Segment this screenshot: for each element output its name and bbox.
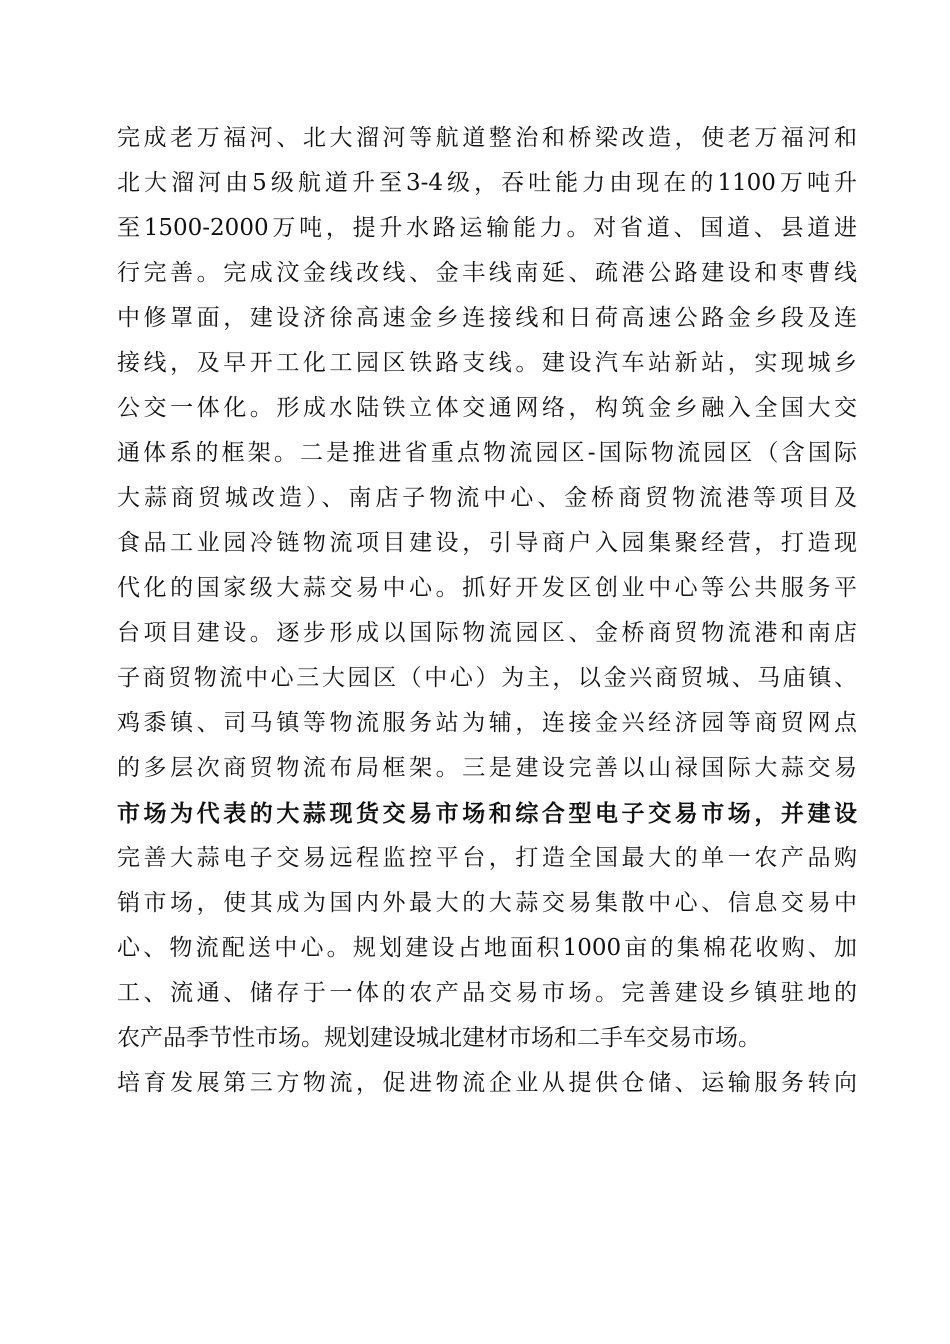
- text-line-16: 市场为代表的大蒜现货交易市场和综合型电子交易市场，并建设: [117, 800, 857, 827]
- text-line-8: 通体系的框架。二是推进省重点物流园区-国际物流园区（含国际: [117, 440, 857, 466]
- text-line-22: 培育发展第三方物流，促进物流企业从提供仓储、运输服务转向: [117, 1070, 857, 1096]
- text-line-3: 至1500-2000万吨，提升水路运输能力。对省道、国道、县道进: [117, 215, 857, 241]
- text-line-17: 完善大蒜电子交易远程监控平台，打造全国最大的单一农产品购: [117, 845, 857, 871]
- text-line-13: 子商贸物流中心三大园区（中心）为主，以金兴商贸城、马庙镇、: [117, 665, 857, 691]
- text-line-14: 鸡黍镇、司马镇等物流服务站为辅，连接金兴经济园等商贸网点: [117, 710, 857, 736]
- text-line-19: 心、物流配送中心。规划建设占地面积1000亩的集棉花收购、加: [117, 935, 857, 961]
- text-line-6: 接线，及早开工化工园区铁路支线。建设汽车站新站，实现城乡: [117, 350, 857, 376]
- text-line-18: 销市场，使其成为国内外最大的大蒜交易集散中心、信息交易中: [117, 890, 857, 916]
- text-line-9: 大蒜商贸城改造）、南店子物流中心、金桥商贸物流港等项目及: [117, 485, 857, 511]
- text-line-1: 完成老万福河、北大溜河等航道整治和桥梁改造，使老万福河和: [117, 125, 857, 151]
- text-line-15: 的多层次商贸物流布局框架。三是建设完善以山禄国际大蒜交易: [117, 755, 857, 781]
- text-line-11: 代化的国家级大蒜交易中心。抓好开发区创业中心等公共服务平: [117, 575, 857, 601]
- body-text: [117, 116, 857, 1106]
- text-line-7: 公交一体化。形成水陆铁立体交通网络，构筑金乡融入全国大交: [117, 395, 857, 421]
- text-line-12: 台项目建设。逐步形成以国际物流园区、金桥商贸物流港和南店: [117, 620, 857, 646]
- text-line-10: 食品工业园冷链物流项目建设，引导商户入园集聚经营，打造现: [117, 530, 857, 556]
- text-line-2: 北大溜河由5级航道升至3-4级，吞吐能力由现在的1100万吨升: [117, 170, 857, 196]
- text-line-21: 农产品季节性市场。规划建设城北建材市场和二手车交易市场。: [117, 1025, 761, 1051]
- text-line-4: 行完善。完成汶金线改线、金丰线南延、疏港公路建设和枣曹线: [117, 260, 857, 286]
- text-line-20: 工、流通、储存于一体的农产品交易市场。完善建设乡镇驻地的: [117, 980, 857, 1006]
- text-line-5: 中修罩面，建设济徐高速金乡连接线和日荷高速公路金乡段及连: [117, 305, 857, 331]
